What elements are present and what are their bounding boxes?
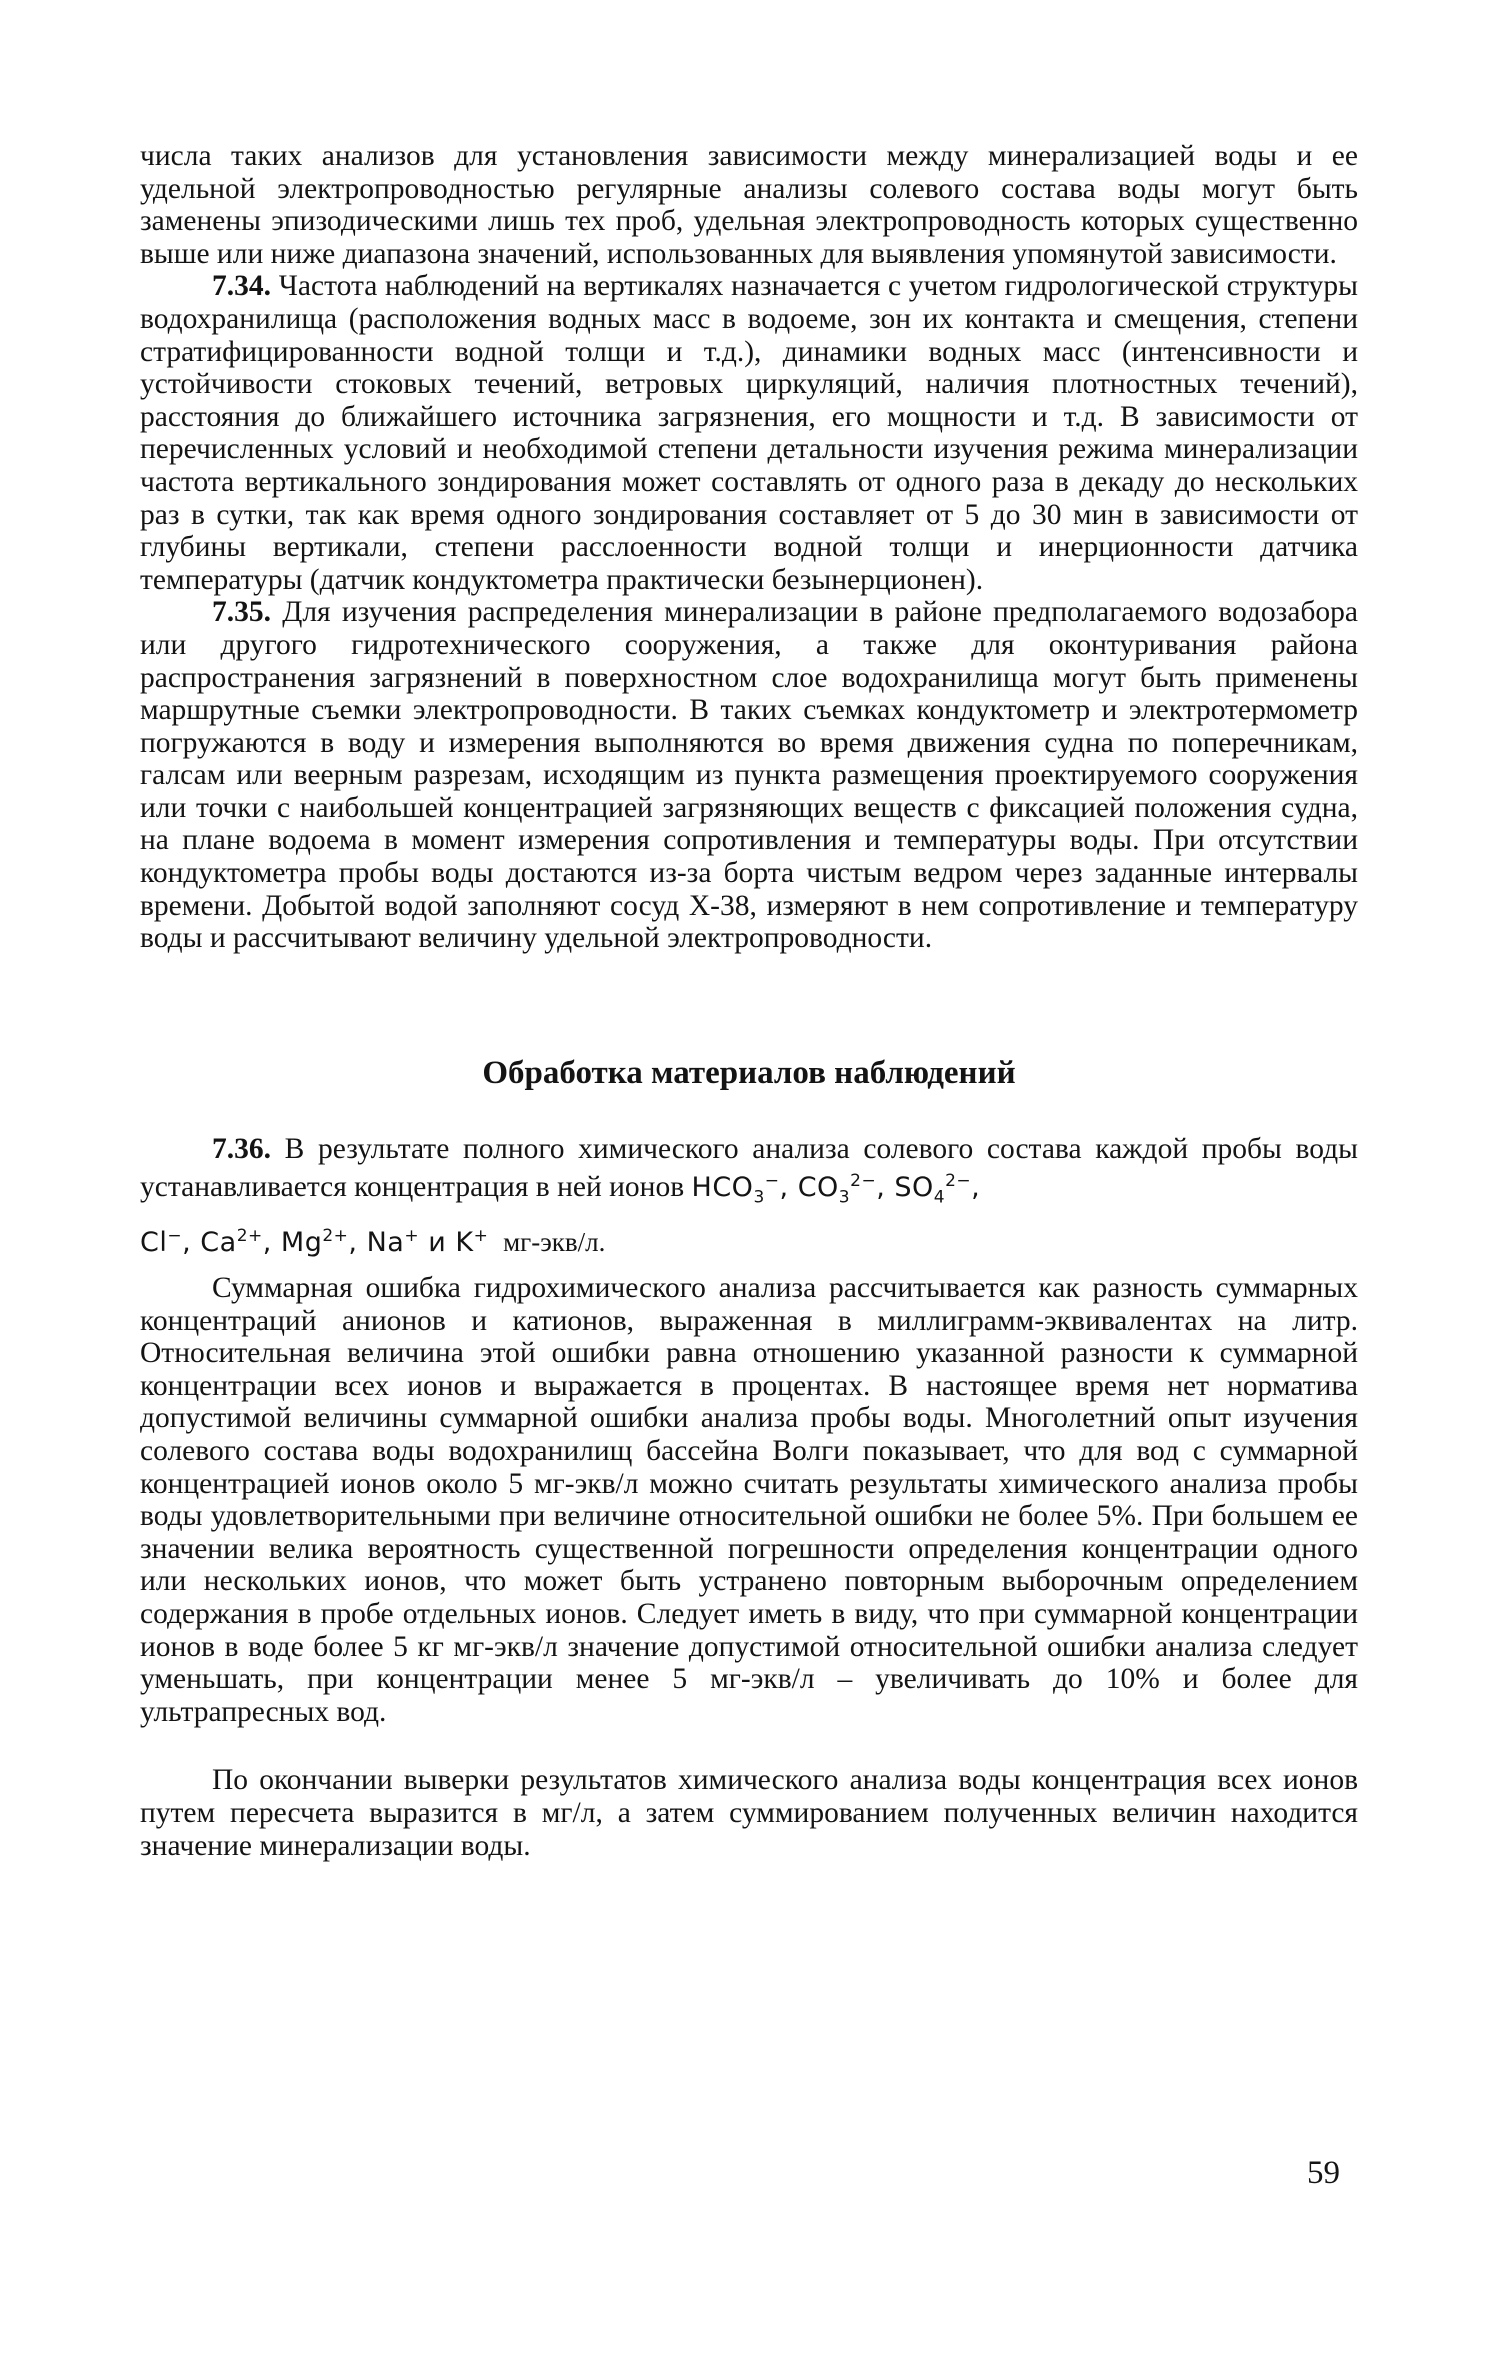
paragraph-summary-error: Суммарная ошибка гидрохимического анализа рассчитывается как разность суммарных концентраций анионов и катионов, выраженная в миллиграмм-эквивалентах на литр. Относительная величина этой ошибки равна отношению указанной разности к суммарной концентрации всех ионов и выражается в процентах. В настоящее время нет норматива допустимой величины суммарной ошибки анализа пробы воды. Многолетний опыт изучения солевого состава воды водохранилищ бассейна Волги показывает, что для вод с суммарной концентрацией ионов около 5 мг-экв/л можно считать результаты химического анализа пробы воды удовлетворительными при величине относительной ошибки не более 5%. При большем ее значении велика вероятность существенной погрешности определения концентрации одного или нескольких ионов, что может быть устранено повторным выборочным определением содержания в пробе отдельных ионов. Следует иметь в виду, что при суммарной концентрации ионов в воде более 5 кг мг-экв/л значение допустимой относительной ошибки анализа следует уменьшать, при концентрации менее 5 мг-экв/л – увеличивать до 10% и более для ультрапресных вод. <box>140 1272 1358 1728</box>
ion-mg: Mg <box>280 1227 323 1259</box>
ion-k-charge: + <box>473 1226 489 1247</box>
ion-cl-charge: − <box>167 1226 183 1247</box>
paragraph-7-36-text: В результате полного химического анализа солевого состава каждой пробы воды устанавливается концентрация в ней ионов <box>140 1132 1358 1204</box>
ion-na-charge: + <box>404 1226 420 1247</box>
paragraph-7-34-text: Частота наблюдений на вертикалях назначается с учетом гидрологической структуры водохранилища (расположения водных масс в водоеме, зон их контакта и смещения, степени стратифицированности водной толщи и т.д.), динамики водных масс (интенсивности и устойчивости стоковых течений, ветровых циркуляций, наличия плотностных течений), расстояния до ближайшего источника загрязнения, его мощности и т.д. В зависимости от перечисленных условий и необходимой степени детальности изучения режима минерализации частота вертикального зондирования может составлять от одного раза в декаду до нескольких раз в сутки, так как время одного зондирования составляет от 5 до 30 мин в зависимости от глубины вертикали, степени расслоенности водной толщи и инерционности датчика температуры (датчик кондуктометра практически безынерционен). <box>140 270 1358 596</box>
paragraph-final: По окончании выверки результатов химического анализа воды концентрация всех ионов путем пересчета выразится в мг/л, а затем суммированием полученных величин находится значение минерализации воды. <box>140 1764 1358 1862</box>
ion-so4: SO <box>894 1172 934 1204</box>
ion-line-cations <box>140 1220 1358 1260</box>
ion-formula-list: $HCO_3^-$, $CO_3^{2-}$, $SO_4^{2-}$, <box>691 1171 981 1208</box>
ion-so4-subscript: 4 <box>933 1187 946 1208</box>
paragraph-7-35-text: Для изучения распределения минерализации в районе предполагаемого водозабора или другого гидротехнического сооружения, а также для оконтуривания района распространения загрязнений в поверхностном слое водохранилища могут быть применены маршрутные съемки электропроводности. В таких съемках кондуктометр и электротермометр погружаются в воду и измерения выполняются во время движения судна по поперечникам, галсам или веерным разрезам, исходящим из пункта размещения проектируемого сооружения или точки с наибольшей концентрацией загрязняющих веществ с фиксацией положения судна, на плане водоема в момент измерения сопротивления и температуры воды. При отсутствии кондуктометра пробы воды достаются из-за борта чистым ведром через заданные интервалы времени. Добытой водой заполняют сосуд Х-38, измеряют в нем сопротивление и температуру воды и рассчитывают величину удельной электропроводности. <box>140 596 1358 955</box>
section-number-7-35: 7.35. <box>212 596 271 629</box>
ion-ca-charge: 2+ <box>236 1226 263 1247</box>
section-number-7-34: 7.34. <box>212 270 271 303</box>
ion-hco3: HCO <box>691 1172 754 1204</box>
ion-hco3-charge: − <box>764 1171 780 1192</box>
ion-so4-charge: 2− <box>945 1171 972 1192</box>
ion-hco3-subscript: 3 <box>753 1187 765 1208</box>
ion-co3: CO <box>797 1172 839 1204</box>
paragraph-7-34 <box>140 270 1358 596</box>
ion-and: и <box>428 1227 447 1259</box>
unit-label: мг-экв/л. <box>503 1227 606 1258</box>
ion-formula-list-2: Cl−, $Ca^{2+}$, $Mg^{2+}$, Na+ и K+ <box>140 1226 489 1259</box>
ion-ca: Ca <box>200 1227 237 1259</box>
ion-k: K <box>455 1227 474 1259</box>
ion-co3-charge: 2− <box>850 1171 877 1192</box>
ion-na: Na <box>366 1227 405 1259</box>
paragraph-7-36 <box>140 1133 1358 1215</box>
paragraph-7-35 <box>140 596 1358 955</box>
section-number-7-36: 7.36. <box>212 1132 271 1165</box>
page-content <box>140 140 1358 1862</box>
ion-co3-subscript: 3 <box>838 1187 851 1208</box>
ion-mg-charge: 2+ <box>322 1226 349 1247</box>
paragraph-continuation: числа таких анализов для установления зависимости между минерализацией воды и ее удельной электропроводностью регулярные анализы солевого состава воды могут быть заменены эпизодическими лишь тех проб, удельная электропроводность которых существенно выше или ниже диапазона значений, использованных для выявления упомянутой зависимости. <box>140 140 1358 270</box>
section-heading: Обработка материалов наблюдений <box>482 1054 1016 1091</box>
page-number: 59 <box>1307 2155 1340 2191</box>
paragraph-gap <box>140 1728 1358 1764</box>
ion-cl: Cl <box>140 1227 168 1259</box>
